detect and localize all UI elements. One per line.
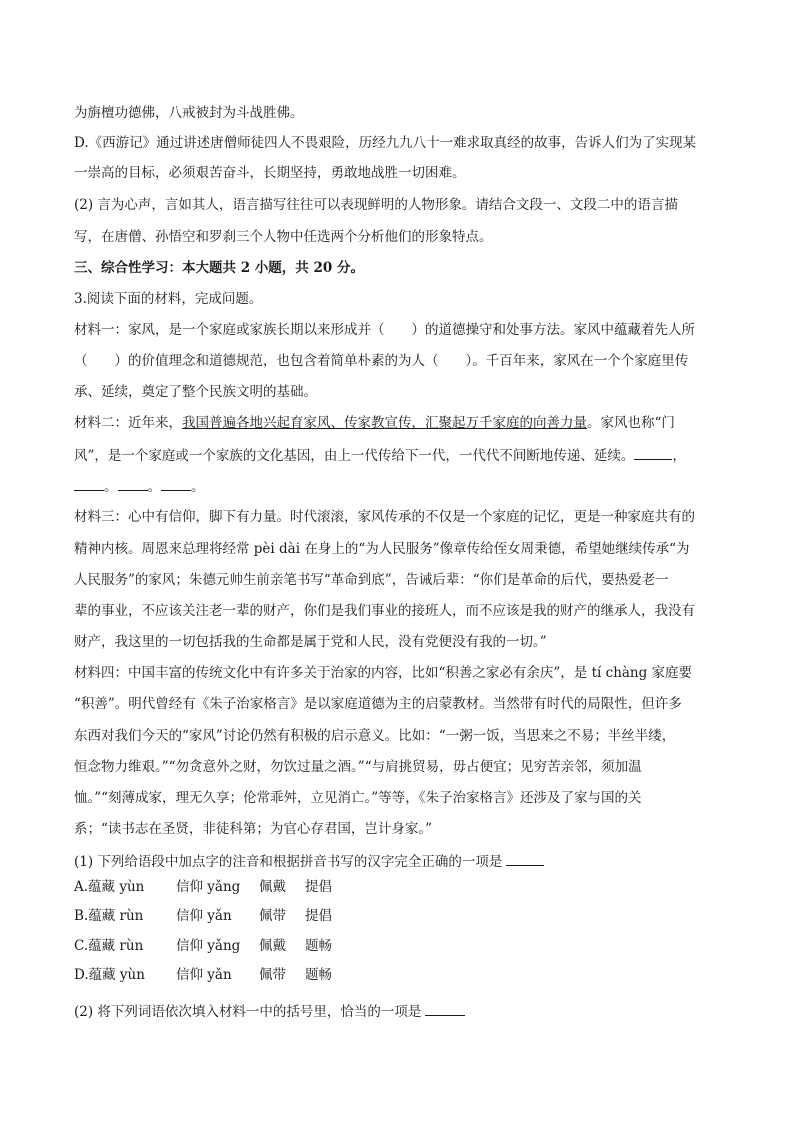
section-heading: 三、综合性学习：本大题共 2 小题，共 20 分。 [74,260,364,276]
question-3-stem: 3.阅读下面的材料，完成问题。 [74,291,263,307]
sub-question-1 [74,852,724,871]
punctuation: 。 [147,479,161,495]
text-line: 写，在唐僧、孙悟空和罗刹三个人物中任选两个分析他们的形象特点。 [74,229,493,245]
punctuation: ， [672,448,686,464]
material-4-line: 材料四：中国丰富的传统文化中有许多关于治家的内容，比如“积善之家必有余庆”，是 tí chàng 家庭要 [74,665,693,681]
choice-a-word-1: A.蕴藏 yùn [74,879,145,895]
choice-b-word-1: B.蕴藏 rùn [74,908,144,924]
choice-d-word-2: 信仰 yǎn [176,967,232,983]
underlined-sentence: 我国普遍各地兴起育家风、传家教宣传，汇聚起万千家庭的向善力量 [182,415,587,431]
material-4-line: 恒念物力维艰。”“勿贪意外之财，勿饮过量之酒。”“与肩挑贸易，毋占便宜；见穷苦亲邻，须加温 [74,759,642,775]
material-2-suffix: 。家风也称“门 [587,415,675,431]
material-3-line: 精神内核。周恩来总理将经常 pèi dài 在身上的“为人民服务”像章传给侄女周秉德，希望她继续传承“为 [74,541,690,557]
material-1-line: （ ）的价值理念和道德规范，也包含着简单朴素的为人（ ）。千百年来，家风在一个个家庭里传 [74,353,689,369]
choice-a-word-3: 佩戴 [259,879,286,895]
text-line: 一崇高的目标，必须艰苦奋斗，长期坚持，勇敢地战胜一切困难。 [74,165,466,181]
choice-b-word-2: 信仰 yǎn [176,908,232,924]
answer-blank[interactable] [425,1002,465,1016]
material-2-prefix: 材料二：近年来， [74,415,182,431]
answer-blank[interactable] [506,852,544,866]
question-2-line: (2) 言为心声，言如其人，语言描写往往可以表现鲜明的人物形象。请结合文段一、文段二中的语言描 [74,197,678,213]
sub-question-1-text: (1) 下列给语段中加点字的注音和根据拼音书写的汉字完全正确的一项是 [74,854,503,870]
material-4-line: 系；“读书志在圣贤，非徒科第；为官心存君国，岂计身家。” [74,821,433,837]
answer-blank[interactable] [74,477,104,491]
material-3-line: 人民服务”的家风；朱德元帅生前亲笔书写“革命到底”，告诫后辈：“你们是革命的后代，要热爱老一 [74,572,669,588]
material-2-line [74,414,724,432]
choice-c-word-4: 题畅 [305,938,332,954]
choice-d-word-3: 佩带 [259,967,286,983]
material-2-text: 风”，是一个家庭或一个家族的文化基因，由上一代传给下一代，一代代不间断地传递、延续。 [74,448,635,464]
material-4-line: 东西对我们今天的“家风”讨论仍然有积极的启示意义。比如：“一粥一饭，当思来之不易；半丝半缕， [74,728,676,744]
punctuation: 。 [191,479,205,495]
choice-c-word-1: C.蕴藏 rùn [74,938,144,954]
answer-blank[interactable] [161,477,191,491]
material-4-line: 恤。”“刻薄成家，理无久享；伦常乖舛，立见消亡。”等等，《朱子治家格言》还涉及了家与国的关 [74,790,642,806]
material-2-line [74,446,724,465]
choice-c-word-2: 信仰 yǎng [176,938,241,954]
material-4-line: “积善”。明代曾经有《朱子治家格言》是以家庭道德为主的启蒙教材。当然带有时代的局限性，但许多 [74,696,682,712]
choice-b-word-3: 佩带 [259,908,286,924]
choice-a-word-2: 信仰 yǎng [176,879,241,895]
choice-b-word-4: 提倡 [305,908,332,924]
material-1-line: 材料一：家风，是一个家庭或家族长期以来形成并（ ）的道德操守和处事方法。家风中蕴藏着先人所 [74,322,695,338]
option-d-line: D.《西游记》通过讲述唐僧师徒四人不畏艰险，历经九九八十一难求取真经的故事，告诉人们为了实现某 [74,135,697,151]
text-line: 为旃檀功德佛，八戒被封为斗战胜佛。 [74,105,304,121]
answer-blank[interactable] [634,446,672,460]
sub-question-2-text: (2) 将下列词语依次填入材料一中的括号里，恰当的一项是 [74,1004,422,1020]
material-3-line: 材料三：心中有信仰，脚下有力量。时代滚滚，家风传承的不仅是一个家庭的记忆，更是一种家庭共有的 [74,509,695,525]
choice-d-word-1: D.蕴藏 yùn [74,967,145,983]
answer-blank[interactable] [118,477,148,491]
choice-a-word-4: 提倡 [305,879,332,895]
punctuation: 。 [104,479,118,495]
material-2-blanks-line [74,477,724,496]
choice-d-word-4: 题畅 [305,967,332,983]
sub-question-2 [74,1002,724,1021]
material-1-line: 承、延续，奠定了整个民族文明的基础。 [74,384,317,400]
material-3-line: 财产，我这里的一切包括我的生命都是属于党和人民，没有党便没有我的一切。” [74,634,547,650]
material-3-line: 辈的事业，不应该关注老一辈的财产，你们是我们事业的接班人，而不应该是我的财产的继承人，我没有 [74,603,695,619]
choice-c-word-3: 佩戴 [259,938,286,954]
